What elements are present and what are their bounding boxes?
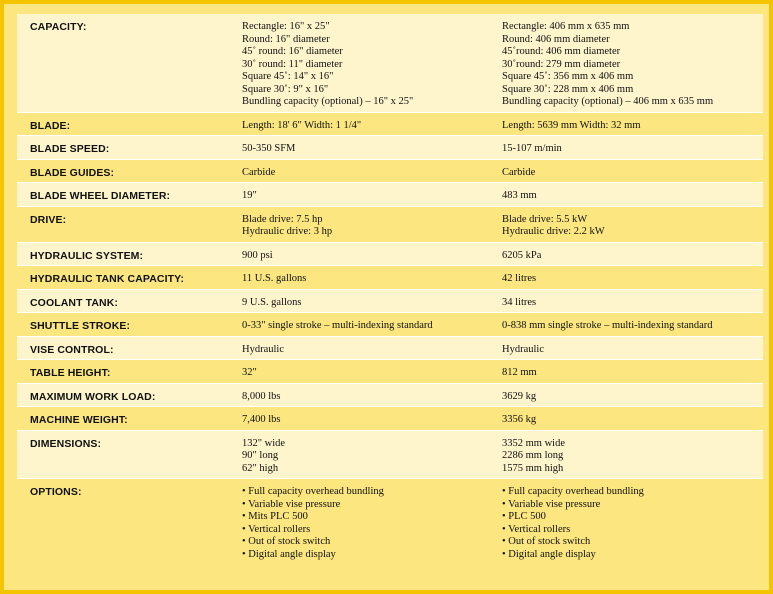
spec-label-text: MAXIMUM WORK LOAD: xyxy=(30,390,156,403)
spec-metric-line: 812 mm xyxy=(502,367,537,378)
spec-row-machine-weight xyxy=(17,407,763,431)
spec-metric-line: 483 mm xyxy=(502,190,537,201)
spec-metric-line: • Vertical rollers xyxy=(502,523,571,535)
spec-metric-line: 3352 mm wide xyxy=(502,437,565,449)
spec-metric-value xyxy=(501,360,763,384)
spec-row-blade-speed xyxy=(17,136,763,160)
spec-label xyxy=(17,289,241,313)
spec-imperial-value xyxy=(241,136,501,160)
spec-imperial-value xyxy=(241,242,501,266)
spec-metric-line: 3356 kg xyxy=(502,414,537,425)
spec-label xyxy=(17,242,241,266)
spec-metric-line: Hydraulic drive: 2.2 kW xyxy=(502,226,605,237)
spec-label-text: MACHINE WEIGHT: xyxy=(30,414,128,426)
spec-label xyxy=(17,159,241,183)
spec-imperial-line: • Digital angle display xyxy=(242,548,336,560)
spec-metric-value xyxy=(501,383,763,407)
spec-metric-value xyxy=(501,183,763,207)
spec-imperial-value xyxy=(241,479,501,565)
spec-metric-line: 30˚round: 279 mm diameter xyxy=(502,58,621,70)
spec-metric-line: Bundling capacity (optional) – 406 mm x 635 mm xyxy=(502,96,714,107)
spec-imperial-value xyxy=(241,383,501,407)
spec-row-blade-wheel-diameter xyxy=(17,183,763,207)
spec-label-text: TABLE HEIGHT: xyxy=(30,367,111,379)
spec-metric-line: • Digital angle display xyxy=(502,548,596,560)
spec-metric-value xyxy=(501,136,763,160)
spec-imperial-line: 62" high xyxy=(242,462,279,474)
spec-imperial-line: 0-33" single stroke – multi-indexing standard xyxy=(242,320,433,331)
spec-label-text: HYDRAULIC SYSTEM: xyxy=(30,249,144,262)
spec-label xyxy=(17,206,241,242)
spec-label-text: BLADE GUIDES: xyxy=(30,166,115,179)
spec-metric-value xyxy=(501,242,763,266)
spec-row-drive xyxy=(17,206,763,242)
spec-label xyxy=(17,383,241,407)
spec-imperial-line: 19" xyxy=(242,190,257,201)
spec-metric-line: Rectangle: 406 mm x 635 mm xyxy=(502,21,630,32)
spec-label-text: OPTIONS: xyxy=(30,486,82,498)
spec-metric-value xyxy=(501,289,763,313)
spec-imperial-line: • Mits PLC 500 xyxy=(242,511,308,522)
spec-imperial-line: 132" wide xyxy=(242,437,286,449)
spec-metric-line: 2286 mm long xyxy=(502,450,564,461)
spec-imperial-value xyxy=(241,313,501,337)
spec-imperial-line: Bundling capacity (optional) – 16" x 25" xyxy=(242,96,414,107)
spec-metric-line: Carbide xyxy=(502,166,536,178)
spec-metric-line: 45˚round: 406 mm diameter xyxy=(502,46,621,57)
spec-label-text: HYDRAULIC TANK CAPACITY: xyxy=(30,273,185,285)
spec-imperial-line: • Full capacity overhead bundling xyxy=(242,486,384,497)
spec-metric-value xyxy=(501,14,763,112)
spec-metric-line: 6205 kPa xyxy=(502,249,542,261)
spec-imperial-value xyxy=(241,336,501,360)
spec-metric-line: 1575 mm high xyxy=(502,462,564,474)
spec-label xyxy=(17,430,241,479)
spec-metric-line: • Variable vise pressure xyxy=(502,498,601,510)
spec-imperial-line: Rectangle: 16" x 25" xyxy=(242,21,330,32)
spec-label xyxy=(17,407,241,431)
spec-label xyxy=(17,183,241,207)
spec-imperial-line: 30˚ round: 11" diameter xyxy=(242,58,343,70)
spec-metric-line: 15-107 m/min xyxy=(502,143,562,154)
spec-imperial-value xyxy=(241,206,501,242)
specifications-body xyxy=(17,14,763,564)
spec-metric-value xyxy=(501,479,763,565)
spec-imperial-line: 45˚ round: 16" diameter xyxy=(242,46,343,57)
spec-label-text: BLADE WHEEL DIAMETER: xyxy=(30,190,171,202)
spec-metric-value xyxy=(501,112,763,136)
spec-row-coolant-tank xyxy=(17,289,763,313)
spec-metric-value xyxy=(501,206,763,242)
spec-metric-line: Hydraulic xyxy=(502,343,544,355)
spec-label-text: DRIVE: xyxy=(30,213,67,226)
spec-row-maximum-work-load xyxy=(17,383,763,407)
spec-imperial-line: Carbide xyxy=(242,166,276,178)
spec-metric-line: Square 30˚: 228 mm x 406 mm xyxy=(502,83,634,95)
spec-label xyxy=(17,360,241,384)
spec-label-text: DIMENSIONS: xyxy=(30,437,102,450)
spec-imperial-value xyxy=(241,266,501,290)
spec-imperial-line: Length: 18' 6" Width: 1 1/4" xyxy=(242,119,362,131)
spec-label-text: VISE CONTROL: xyxy=(30,343,114,356)
spec-row-vise-control xyxy=(17,336,763,360)
spec-metric-line: • Full capacity overhead bundling xyxy=(502,486,644,497)
spec-imperial-line: Hydraulic xyxy=(242,343,284,355)
spec-label xyxy=(17,112,241,136)
spec-label xyxy=(17,336,241,360)
spec-row-capacity xyxy=(17,14,763,112)
spec-metric-line: • PLC 500 xyxy=(502,511,546,522)
spec-imperial-line: 900 psi xyxy=(242,249,273,261)
spec-metric-line: 3629 kg xyxy=(502,390,537,402)
spec-metric-line: Length: 5639 mm Width: 32 mm xyxy=(502,119,641,131)
spec-imperial-line: 32" xyxy=(242,367,257,378)
spec-imperial-line: Hydraulic drive: 3 hp xyxy=(242,226,333,237)
spec-row-blade-guides xyxy=(17,159,763,183)
spec-imperial-line: 8,000 lbs xyxy=(242,390,281,402)
spec-metric-value xyxy=(501,336,763,360)
spec-row-options xyxy=(17,479,763,565)
spec-label-text: COOLANT TANK: xyxy=(30,296,119,309)
spec-label-text: BLADE SPEED: xyxy=(30,143,110,155)
spec-imperial-line: • Variable vise pressure xyxy=(242,498,341,510)
spec-label xyxy=(17,479,241,565)
spec-imperial-value xyxy=(241,407,501,431)
spec-metric-value xyxy=(501,159,763,183)
spec-imperial-value xyxy=(241,183,501,207)
spec-label xyxy=(17,136,241,160)
spec-label xyxy=(17,313,241,337)
spec-imperial-value xyxy=(241,430,501,479)
spec-imperial-value xyxy=(241,289,501,313)
spec-imperial-line: Square 45˚: 14" x 16" xyxy=(242,71,334,82)
spec-imperial-value xyxy=(241,14,501,112)
spec-imperial-value xyxy=(241,159,501,183)
spec-imperial-line: Blade drive: 7.5 hp xyxy=(242,213,323,225)
spec-metric-line: 34 litres xyxy=(502,296,537,308)
spec-metric-line: Blade drive: 5.5 kW xyxy=(502,213,588,225)
spec-label xyxy=(17,14,241,112)
spec-imperial-line: 7,400 lbs xyxy=(242,414,281,425)
spec-metric-value xyxy=(501,430,763,479)
spec-metric-value xyxy=(501,407,763,431)
spec-label-text: BLADE: xyxy=(30,119,71,132)
specifications-table xyxy=(17,14,763,564)
spec-metric-line: Square 45˚: 356 mm x 406 mm xyxy=(502,71,634,82)
spec-imperial-line: Round: 16" diameter xyxy=(242,33,330,45)
spec-imperial-line: 11 U.S. gallons xyxy=(242,273,307,284)
spec-metric-value xyxy=(501,313,763,337)
spec-metric-line: • Out of stock switch xyxy=(502,536,591,547)
spec-imperial-value xyxy=(241,112,501,136)
spec-row-dimensions xyxy=(17,430,763,479)
spec-imperial-line: • Out of stock switch xyxy=(242,536,331,547)
spec-row-table-height xyxy=(17,360,763,384)
spec-label xyxy=(17,266,241,290)
spec-imperial-line: 90" long xyxy=(242,450,279,461)
spec-row-blade xyxy=(17,112,763,136)
spec-imperial-line: • Vertical rollers xyxy=(242,523,311,535)
spec-imperial-line: Square 30˚: 9" x 16" xyxy=(242,83,329,95)
spec-imperial-value xyxy=(241,360,501,384)
spec-metric-line: 42 litres xyxy=(502,273,537,284)
spec-label-text: SHUTTLE STROKE: xyxy=(30,320,131,332)
spec-metric-line: 0-838 mm single stroke – multi-indexing standard xyxy=(502,320,713,331)
spec-row-hydraulic-system xyxy=(17,242,763,266)
spec-metric-value xyxy=(501,266,763,290)
spec-metric-line: Round: 406 mm diameter xyxy=(502,33,610,45)
spec-imperial-line: 9 U.S. gallons xyxy=(242,296,302,308)
spec-imperial-line: 50-350 SFM xyxy=(242,143,296,154)
spec-label-text: CAPACITY: xyxy=(30,21,87,33)
spec-row-shuttle-stroke xyxy=(17,313,763,337)
spec-row-hydraulic-tank-capacity xyxy=(17,266,763,290)
